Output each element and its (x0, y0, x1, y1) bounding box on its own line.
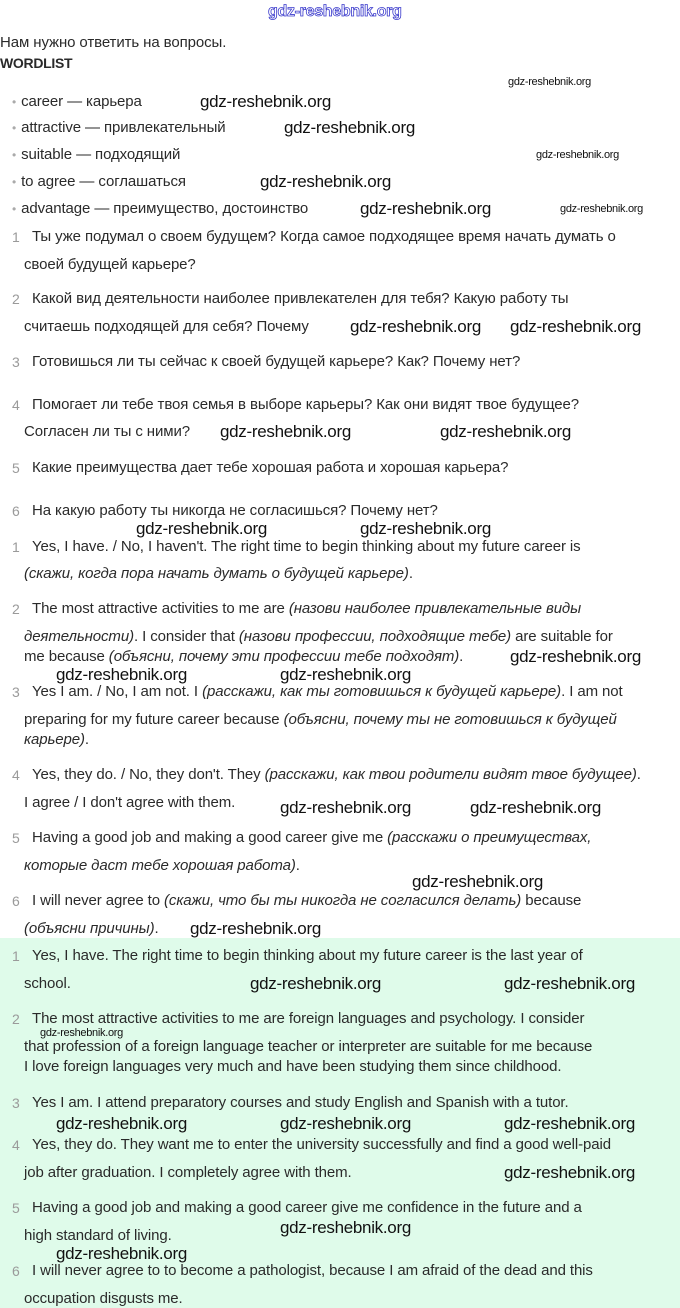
text-segment: считаешь подходящей для себя? Почему (24, 318, 309, 335)
template-number: 5 (12, 830, 20, 846)
wordlist-item (12, 146, 180, 164)
question-number: 6 (12, 503, 20, 519)
answer-number: 2 (12, 1011, 20, 1027)
watermark: gdz-reshebnik.org (56, 665, 187, 684)
wordlist-item (12, 173, 186, 191)
answer-line (32, 1010, 584, 1028)
question-line (32, 353, 520, 371)
text-segment: . (295, 857, 300, 874)
question-line (24, 256, 196, 274)
template-number: 4 (12, 767, 20, 783)
text-segment: preparing for my future career because (24, 711, 284, 728)
hint-text: (скажи, что бы ты никогда не согласился делать) (164, 892, 522, 909)
watermark: gdz-reshebnik.org (510, 647, 641, 666)
question-line (32, 459, 508, 477)
text-segment: . (636, 766, 641, 783)
answer-number: 3 (12, 1095, 20, 1111)
answer-number: 1 (12, 948, 20, 964)
question-number: 1 (12, 229, 20, 245)
template-line (24, 711, 617, 729)
text-segment: Yes, I have. The right time to begin thinking about my future career is the last year of (32, 947, 583, 964)
answer-line (24, 1290, 183, 1308)
template-number: 3 (12, 684, 20, 700)
text-segment: . (459, 648, 464, 665)
bullet-icon: • (12, 121, 17, 135)
hint-text: (объясни, почему эти профессии тебе подходят) (108, 648, 460, 665)
answer-number: 4 (12, 1137, 20, 1153)
bullet-icon: • (12, 175, 17, 189)
text-segment: своей будущей карьере? (24, 256, 196, 273)
text-segment: Yes, I have. / No, I haven't. The right time to begin thinking about my future career is (32, 538, 581, 555)
template-line (24, 565, 413, 583)
template-line (32, 766, 641, 784)
answer-number: 6 (12, 1263, 20, 1279)
text-segment: that profession of a foreign language teacher or interpreter are suitable for me because (24, 1038, 593, 1055)
text-segment: high standard of living. (24, 1227, 172, 1244)
text-segment: Какие преимущества дает тебе хорошая работа и хорошая карьера? (32, 459, 509, 476)
template-line (24, 731, 89, 749)
template-number: 6 (12, 893, 20, 909)
watermark: gdz-reshebnik.org (260, 172, 391, 191)
text-segment: . (408, 565, 413, 582)
text-segment: me because (24, 648, 109, 665)
text-segment: job after graduation. I completely agree with them. (24, 1164, 352, 1181)
text-segment: . I am not (561, 683, 623, 700)
text-segment: I will never agree to (32, 892, 165, 909)
text-segment: Yes I am. I attend preparatory courses and study English and Spanish with a tutor. (32, 1094, 569, 1111)
template-line (32, 538, 581, 556)
answer-line (24, 1058, 561, 1076)
bullet-icon: • (12, 202, 17, 216)
hint-text: (назови наиболее привлекательные виды (288, 600, 582, 617)
watermark: gdz-reshebnik.org (504, 974, 635, 993)
answer-line (32, 1262, 593, 1280)
watermark: gdz-reshebnik.org (280, 1114, 411, 1133)
watermark: gdz-reshebnik.org (56, 1244, 187, 1263)
answer-line (32, 1199, 582, 1217)
watermark: gdz-reshebnik.org (412, 872, 543, 891)
watermark: gdz-reshebnik.org (200, 92, 331, 111)
template-line (32, 829, 591, 847)
hint-text: карьере) (24, 731, 85, 748)
hint-text: (расскажи, как твои родители видят твое будущее) (264, 766, 637, 783)
word-text: advantage — преимущество, достоинство (21, 200, 309, 217)
watermark: gdz-reshebnik.org (284, 118, 415, 137)
template-line (32, 892, 581, 910)
template-line (24, 920, 159, 938)
wordlist-heading: WORDLIST (0, 55, 73, 71)
question-line (32, 502, 438, 520)
text-segment: Having a good job and making a good career give me confidence in the future and a (32, 1199, 582, 1216)
hint-text: (объясни, почему ты не готовишься к будущей (283, 711, 617, 728)
answer-line (32, 1094, 569, 1112)
text-segment: Какой вид деятельности наиболее привлекателен для тебя? Какую работу ты (32, 290, 569, 307)
template-line (32, 600, 581, 618)
hint-text: (скажи, когда пора начать думать о будущей карьере) (24, 565, 409, 582)
question-line (32, 290, 568, 308)
text-segment: Готовишься ли ты сейчас к своей будущей карьере? Как? Почему нет? (32, 353, 521, 370)
answer-line (24, 975, 71, 993)
text-segment: The most attractive activities to me are (32, 600, 289, 617)
question-number: 5 (12, 460, 20, 476)
watermark: gdz-reshebnik.org (190, 919, 321, 938)
text-segment: school. (24, 975, 71, 992)
answer-line (32, 1136, 611, 1154)
hint-text: деятельности) (24, 628, 134, 645)
watermark: gdz-reshebnik.org (536, 149, 619, 161)
answer-line (24, 1038, 592, 1056)
watermark: gdz-reshebnik.org (280, 798, 411, 817)
word-text: to agree — соглашаться (21, 173, 186, 190)
text-segment: Помогает ли тебе твоя семья в выборе карьеры? Как они видят твое будущее? (32, 396, 580, 413)
text-segment: Yes, they do. / No, they don't. They (32, 766, 265, 783)
question-line (24, 318, 309, 336)
text-segment: occupation disgusts me. (24, 1290, 183, 1307)
text-segment: I agree / I don't agree with them. (24, 794, 236, 811)
word-text: suitable — подходящий (21, 146, 181, 163)
hint-text: (назови профессии, подходящие тебе) (238, 628, 512, 645)
hint-text: (расскажи о преимуществах, (387, 829, 592, 846)
watermark: gdz-reshebnik.org (250, 974, 381, 993)
answer-line (24, 1164, 352, 1182)
text-segment: are suitable for (511, 628, 613, 645)
question-line (24, 423, 190, 441)
watermark: gdz-reshebnik.org (280, 1218, 411, 1237)
watermark: gdz-reshebnik.org (440, 422, 571, 441)
watermark: gdz-reshebnik.org (504, 1114, 635, 1133)
answer-line (32, 947, 583, 965)
hint-text: (объясни причины) (24, 920, 155, 937)
watermark: gdz-reshebnik.org (504, 1163, 635, 1182)
text-segment: Ты уже подумал о своем будущем? Когда самое подходящее время начать думать о (32, 228, 616, 245)
watermark: gdz-reshebnik.org (360, 199, 491, 218)
watermark: gdz-reshebnik.org (560, 203, 643, 215)
question-line (32, 396, 579, 414)
question-number: 4 (12, 397, 20, 413)
watermark: gdz-reshebnik.org (470, 798, 601, 817)
text-segment: Yes, they do. They want me to enter the university successfully and find a good well-paid (32, 1136, 611, 1153)
word-text: attractive — привлекательный (21, 119, 226, 136)
text-segment: Yes I am. / No, I am not. I (32, 683, 203, 700)
text-segment: . I consider that (133, 628, 239, 645)
text-segment: I love foreign languages very much and have been studying them since childhood. (24, 1058, 562, 1075)
wordlist-item (12, 93, 142, 111)
answer-number: 5 (12, 1200, 20, 1216)
watermark: gdz-reshebnik.org (268, 3, 402, 20)
watermark: gdz-reshebnik.org (350, 317, 481, 336)
text-segment: Согласен ли ты с ними? (24, 423, 190, 440)
template-line (24, 628, 613, 646)
wordlist-item (12, 119, 226, 137)
bullet-icon: • (12, 148, 17, 162)
template-line (32, 683, 623, 701)
answer-line (24, 1227, 172, 1245)
watermark: gdz-reshebnik.org (508, 76, 591, 88)
text-segment: The most attractive activities to me are foreign languages and psychology. I consider (32, 1010, 585, 1027)
question-line (32, 228, 616, 246)
text-segment: . (84, 731, 89, 748)
intro-text: Нам нужно ответить на вопросы. (0, 34, 227, 51)
template-line (24, 794, 235, 812)
text-segment: I will never agree to to become a pathologist, because I am afraid of the dead and this (32, 1262, 593, 1279)
watermark: gdz-reshebnik.org (360, 519, 491, 538)
text-segment: . (154, 920, 159, 937)
question-number: 3 (12, 354, 20, 370)
watermark: gdz-reshebnik.org (136, 519, 267, 538)
template-number: 2 (12, 601, 20, 617)
template-number: 1 (12, 539, 20, 555)
template-line (24, 857, 300, 875)
bullet-icon: • (12, 95, 17, 109)
word-text: career — карьера (21, 93, 142, 110)
watermark: gdz-reshebnik.org (220, 422, 351, 441)
template-line (24, 648, 463, 666)
watermark: gdz-reshebnik.org (40, 1027, 123, 1039)
text-segment: because (521, 892, 582, 909)
text-segment: На какую работу ты никогда не согласишься? Почему нет? (32, 502, 438, 519)
question-number: 2 (12, 291, 20, 307)
watermark: gdz-reshebnik.org (280, 665, 411, 684)
text-segment: Having a good job and making a good career give me (32, 829, 388, 846)
hint-text: (расскажи, как ты готовишься к будущей карьере) (202, 683, 562, 700)
watermark: gdz-reshebnik.org (510, 317, 641, 336)
wordlist-item (12, 200, 308, 218)
watermark: gdz-reshebnik.org (56, 1114, 187, 1133)
hint-text: которые даст тебе хорошая работа) (24, 857, 296, 874)
